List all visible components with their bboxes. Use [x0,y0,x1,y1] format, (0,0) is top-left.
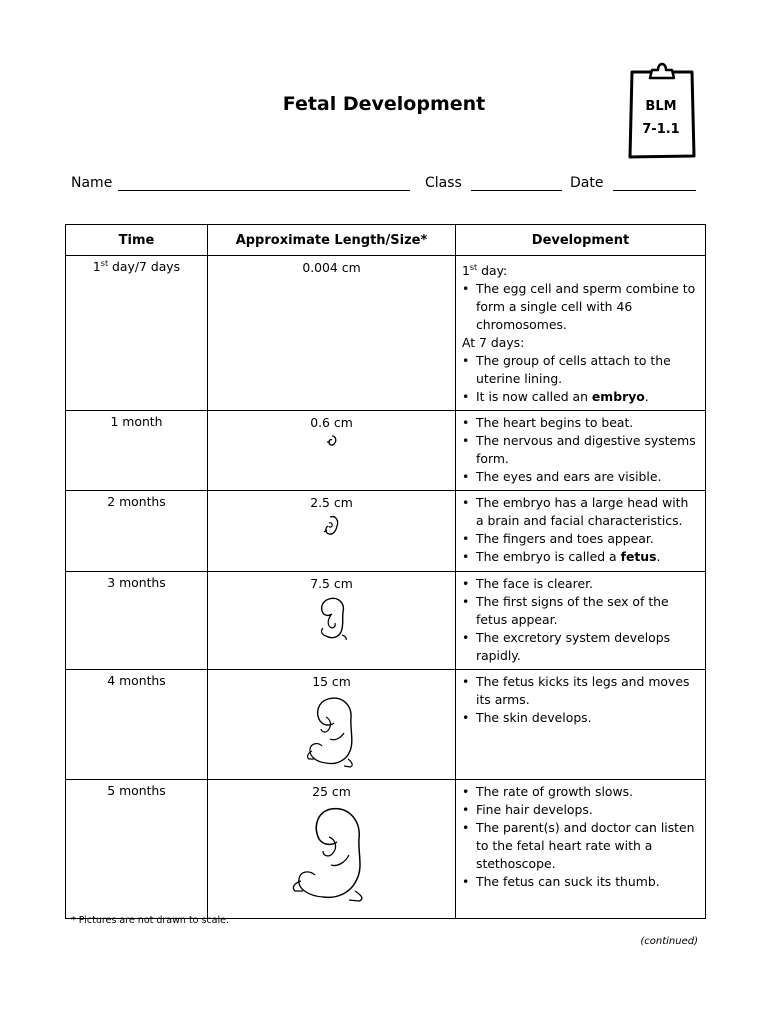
list-item: • Fine hair develops. [462,801,699,819]
development-cell: 1st day: • The egg cell and sperm combine to form a single cell with 46 chromosomes. At 7 days: • The group of cells attach to the uterine lining. • It is now called an embryo. [456,256,706,411]
table-row [66,572,706,670]
date-field[interactable] [613,190,696,191]
footnote: * Pictures are not drawn to scale. [71,915,229,926]
embryo-1-month-icon [325,434,339,448]
list-item: • The egg cell and sperm combine to form a single cell with 46 chromosomes. [462,280,699,334]
list-item: • The fingers and toes appear. [462,530,699,548]
list-item: • The fetus can suck its thumb. [462,873,699,891]
blm-label: BLM 7-1.1 [642,99,680,137]
embryo-2-months-icon [322,514,342,538]
time-cell: 4 months [66,670,208,780]
name-label: Name [71,175,113,191]
development-cell [456,491,706,572]
table-row [66,780,706,919]
table-header-row [66,225,706,256]
name-field[interactable] [118,190,410,191]
list-item: • The nervous and digestive systems form. [462,432,699,468]
list-item: • The parent(s) and doctor can listen to the fetal heart rate with a stethoscope. [462,819,699,873]
development-cell [456,670,706,780]
header-size: Approximate Length/Size* [208,225,456,256]
list-item: • The face is clearer. [462,575,699,593]
list-item: • The rate of growth slows. [462,783,699,801]
time-cell: 3 months [66,572,208,670]
date-label: Date [570,175,604,191]
class-label: Class [425,175,462,191]
list-item: • The embryo is called a fetus. [462,548,699,566]
time-cell: 1 month [66,411,208,491]
table-row [66,411,706,491]
fetus-5-months-icon [287,803,377,903]
size-cell: 0.004 cm [208,256,456,411]
development-table [65,224,706,919]
list-item: • The heart begins to beat. [462,414,699,432]
table-row [66,491,706,572]
fetus-4-months-icon [300,693,364,769]
header-time: Time [66,225,208,256]
list-item: • The eyes and ears are visible. [462,468,699,486]
list-item: • The first signs of the sex of the fetus appear. [462,593,699,629]
list-item: • The fetus kicks its legs and moves its arms. [462,673,699,709]
size-cell: 15 cm [208,670,456,780]
development-cell [456,780,706,919]
continued-note: (continued) [640,936,698,947]
list-item: • The embryo has a large head with a brain and facial characteristics. [462,494,699,530]
size-cell: 25 cm [208,780,456,919]
table-row [66,670,706,780]
page-title: Fetal Development [282,93,486,115]
size-cell: 2.5 cm [208,491,456,572]
student-info-line [71,175,711,197]
size-cell: 0.6 cm [208,411,456,491]
size-cell: 7.5 cm [208,572,456,670]
list-item: • The group of cells attach to the uterine lining. [462,352,699,388]
list-item: • It is now called an embryo. [462,388,699,406]
time-cell: 2 months [66,491,208,572]
development-cell [456,411,706,491]
development-cell [456,572,706,670]
list-item: • The skin develops. [462,709,699,727]
time-cell: 5 months [66,780,208,919]
fetus-3-months-icon [311,595,353,641]
list-item: • The excretory system develops rapidly. [462,629,699,665]
header-development: Development [456,225,706,256]
class-field[interactable] [471,190,562,191]
table-row [66,256,706,411]
time-cell: 1st day/7 days [66,256,208,411]
